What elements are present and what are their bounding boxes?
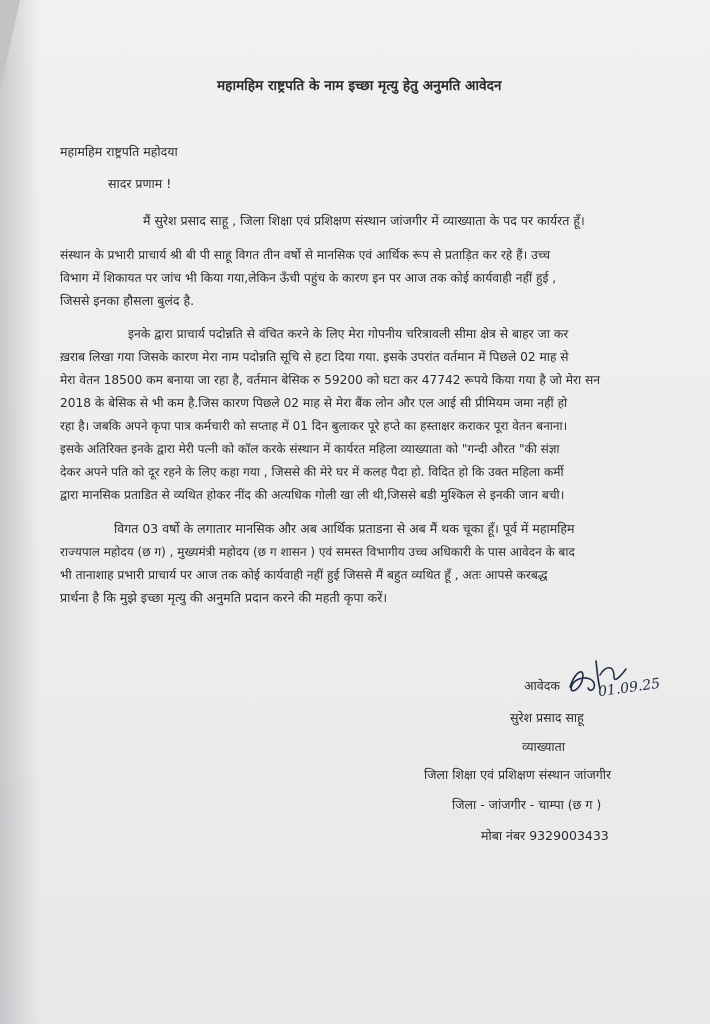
paragraph-3-line: इनके द्वारा प्राचार्य पदोन्नति से वंचित करने के लिए मेरा गोपनीय चरित्रावली सीमा क्षेत्र से बाहर जा कर — [128, 327, 569, 341]
paragraph-4-line: राज्यपाल महोदय (छ ग) , मुख्यमंत्री महोदय (छ ग शासन ) एवं समस्त विभागीय उच्च अधिकारी के पास आवेदन के बाद — [60, 545, 575, 559]
letter-title: महामहिम राष्ट्रपति के नाम इच्छा मृत्यु हेतु अनुमति आवेदन — [217, 78, 502, 94]
applicant-designation: व्याख्याता — [522, 739, 565, 754]
handwritten-signature — [560, 655, 680, 705]
page-shadow — [0, 0, 40, 1024]
paragraph-3-line: मेरा वेतन 18500 कम बनाया जा रहा है, वर्तमान बेसिक रु 59200 को घटा कर 47742 रूपये किया गया है जो मेरा सन — [60, 373, 601, 387]
paragraph-3-line: ख़राब लिखा गया जिसके कारण मेरा नाम पदोन्नति सूचि से हटा दिया गया. इसके उपरांत वर्तमान में पिछले 02 माह से — [60, 350, 569, 364]
applicant-label: आवेदक — [524, 678, 560, 693]
paragraph-1-line: मैं सुरेश प्रसाद साहू , जिला शिक्षा एवं प्रशिक्षण संस्थान जांजगीर में व्याख्याता के पद पर कार्यरत हूँ। — [143, 213, 585, 228]
salutation: महामहिम राष्ट्रपति महोदया — [60, 144, 178, 159]
paragraph-3-line: 2018 के बेसिक से भी कम है.जिस कारण पिछले 02 माह से मेरा बैंक लोन और एल आई सी प्रीमियम जमा नहीं हो — [60, 396, 568, 410]
paragraph-4-line: विगत 03 वर्षो के लगातार मानसिक और अब आर्थिक प्रताडना से अब मैं थक चूका हूँ। पूर्व में महामहिम — [114, 521, 575, 536]
paragraph-3-line: इसके अतिरिक्त इनके द्वारा मेरी पत्नी को कॉल करके संस्थान में कार्यरत महिला व्याख्याता को "गन्दी औरत "की संज्ञा — [60, 442, 560, 456]
page-corner-shadow — [0, 0, 20, 90]
paragraph-3-line: द्वारा मानसिक प्रताडित से व्यथित होकर नींद की अत्यधिक गोली खा ली थी,जिससे बडी मुश्किल से इनकी जान बची। — [60, 488, 565, 502]
applicant-institution: जिला शिक्षा एवं प्रशिक्षण संस्थान जांजगीर — [424, 767, 612, 782]
paragraph-2-line: संस्थान के प्रभारी प्राचार्य श्री बी पी साहू विगत तीन वर्षो से मानसिक एवं आर्थिक रूप से प्रताड़ित कर रहे हैं। उच्च — [60, 248, 551, 262]
paragraph-4-line: प्रार्थना है कि मुझे इच्छा मृत्यु की अनुमति प्रदान करने की महती कृपा करें। — [60, 590, 388, 605]
applicant-district: जिला - जांजगीर - चाम्पा (छ ग ) — [452, 797, 602, 812]
applicant-mobile: मोबा नंबर 9329003433 — [481, 828, 609, 843]
signature-date: 01.09.25 — [597, 675, 662, 701]
paragraph-2-line: जिससे इनका हौसला बुलंद है. — [60, 293, 195, 308]
greeting: सादर प्रणाम ! — [108, 176, 172, 191]
paragraph-3-line: देकर अपने पति को दूर रहने के लिए कहा गया , जिससे की मेरे घर में कलह पैदा हो. विदित हो कि उक्त महिला कर्मी — [60, 465, 564, 479]
paragraph-3-line: रहा है। जबकि अपने कृपा पात्र कर्मचारी को सप्ताह में 01 दिन बुलाकर पूरे हप्ते का हस्ताक्षर कराकर पूरा वेतन बनाना। — [60, 419, 568, 433]
paragraph-4-line: भी तानाशाह प्रभारी प्राचार्य पर आज तक कोई कार्यवाही नहीं हुई जिससे मैं बहुत व्यथित हूँ , अतः आपसे करबद्ध — [60, 568, 548, 582]
applicant-name: सुरेश प्रसाद साहू — [510, 710, 584, 725]
paragraph-2-line: विभाग में शिकायत पर जांच भी किया गया,लेकिन ऊँची पहुंच के कारण इन पर आज तक कोई कार्यवाही नहीं हुई , — [60, 271, 557, 285]
